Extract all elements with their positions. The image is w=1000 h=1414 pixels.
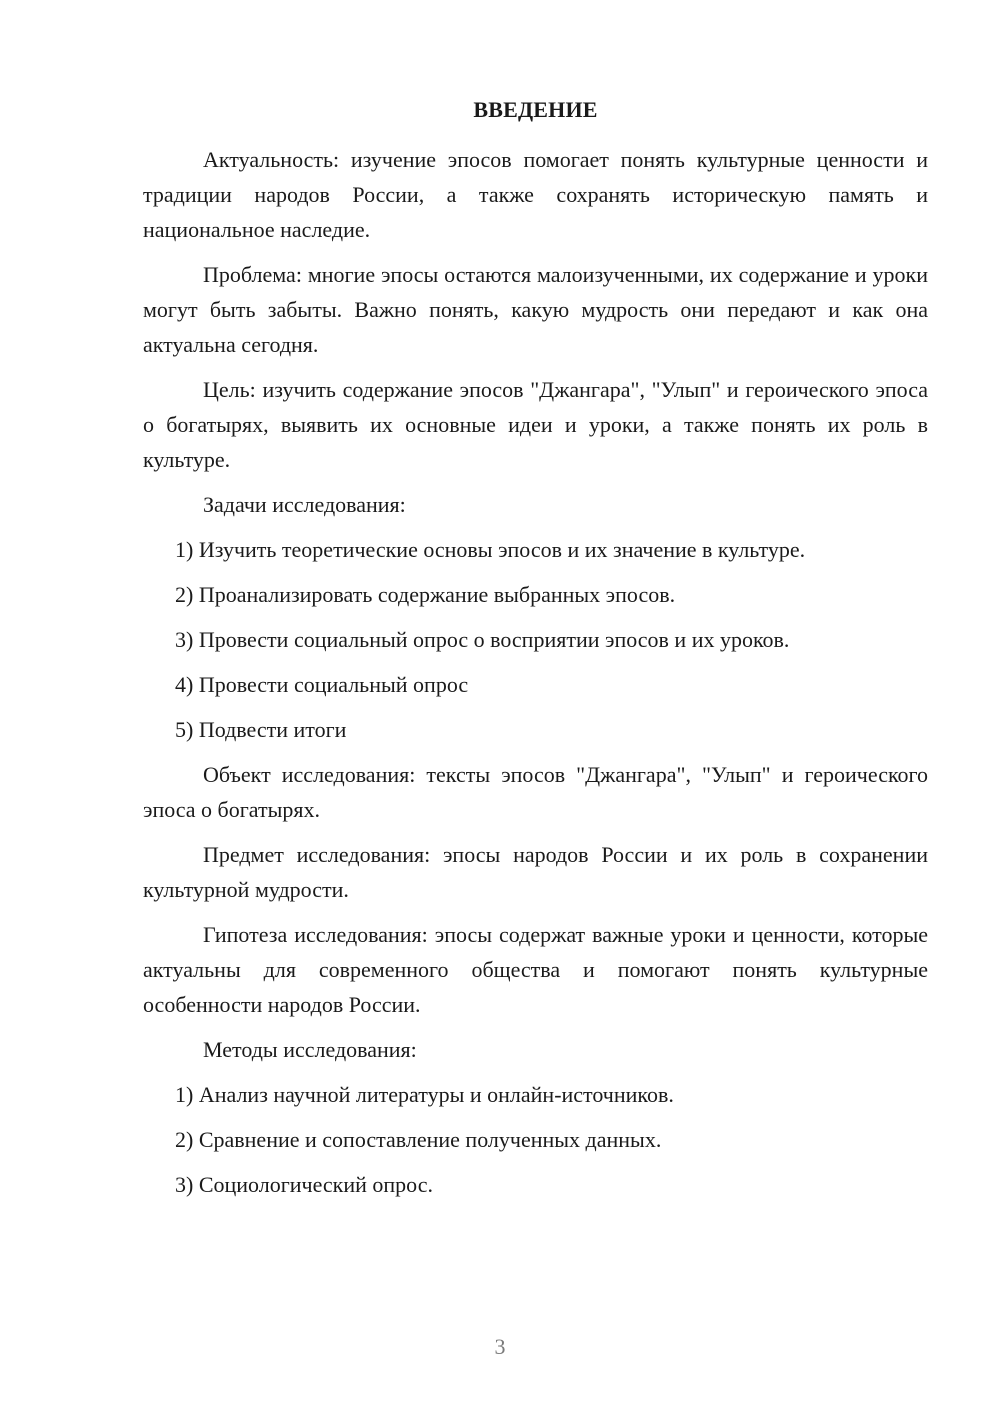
relevance-paragraph: Актуальность: изучение эпосов помогает понять культурные ценности и традиции народов России, а также сохранять историческую память и национальное наследие. bbox=[143, 147, 928, 242]
document-title: ВВЕДЕНИЕ bbox=[473, 97, 598, 122]
task-item: 5) Подвести итоги bbox=[175, 717, 347, 742]
task-item: 1) Изучить теоретические основы эпосов и их значение в культуре. bbox=[175, 537, 806, 562]
methods-list bbox=[143, 1077, 928, 1202]
problem-paragraph: Проблема: многие эпосы остаются малоизученными, их содержание и уроки могут быть забыты. Важно понять, какую мудрость они передают и как она актуальна сегодня. bbox=[143, 262, 928, 357]
method-item: 3) Социологический опрос. bbox=[175, 1172, 433, 1197]
task-item: 3) Провести социальный опрос о восприятии эпосов и их уроков. bbox=[175, 627, 790, 652]
subject-paragraph: Предмет исследования: эпосы народов России и их роль в сохранении культурной мудрости. bbox=[143, 842, 928, 902]
task-item: 4) Провести социальный опрос bbox=[175, 672, 469, 697]
tasks-heading: Задачи исследования: bbox=[203, 492, 406, 517]
goal-paragraph: Цель: изучить содержание эпосов "Джангара", "Улып" и героического эпоса о богатырях, выявить их основные идеи и уроки, а также понять их роль в культуре. bbox=[143, 377, 928, 472]
hypothesis-paragraph: Гипотеза исследования: эпосы содержат важные уроки и ценности, которые актуальны для современного общества и помогают понять культурные особенности народов России. bbox=[143, 922, 928, 1017]
method-item: 1) Анализ научной литературы и онлайн-источников. bbox=[175, 1082, 674, 1107]
page-number: 3 bbox=[494, 1334, 506, 1359]
document-page bbox=[143, 92, 928, 1212]
tasks-list bbox=[143, 532, 928, 747]
methods-heading: Методы исследования: bbox=[203, 1037, 417, 1062]
task-item: 2) Проанализировать содержание выбранных эпосов. bbox=[175, 582, 676, 607]
method-item: 2) Сравнение и сопоставление полученных данных. bbox=[175, 1127, 662, 1152]
object-paragraph: Объект исследования: тексты эпосов "Джангара", "Улып" и героического эпоса о богатырях. bbox=[143, 762, 928, 822]
